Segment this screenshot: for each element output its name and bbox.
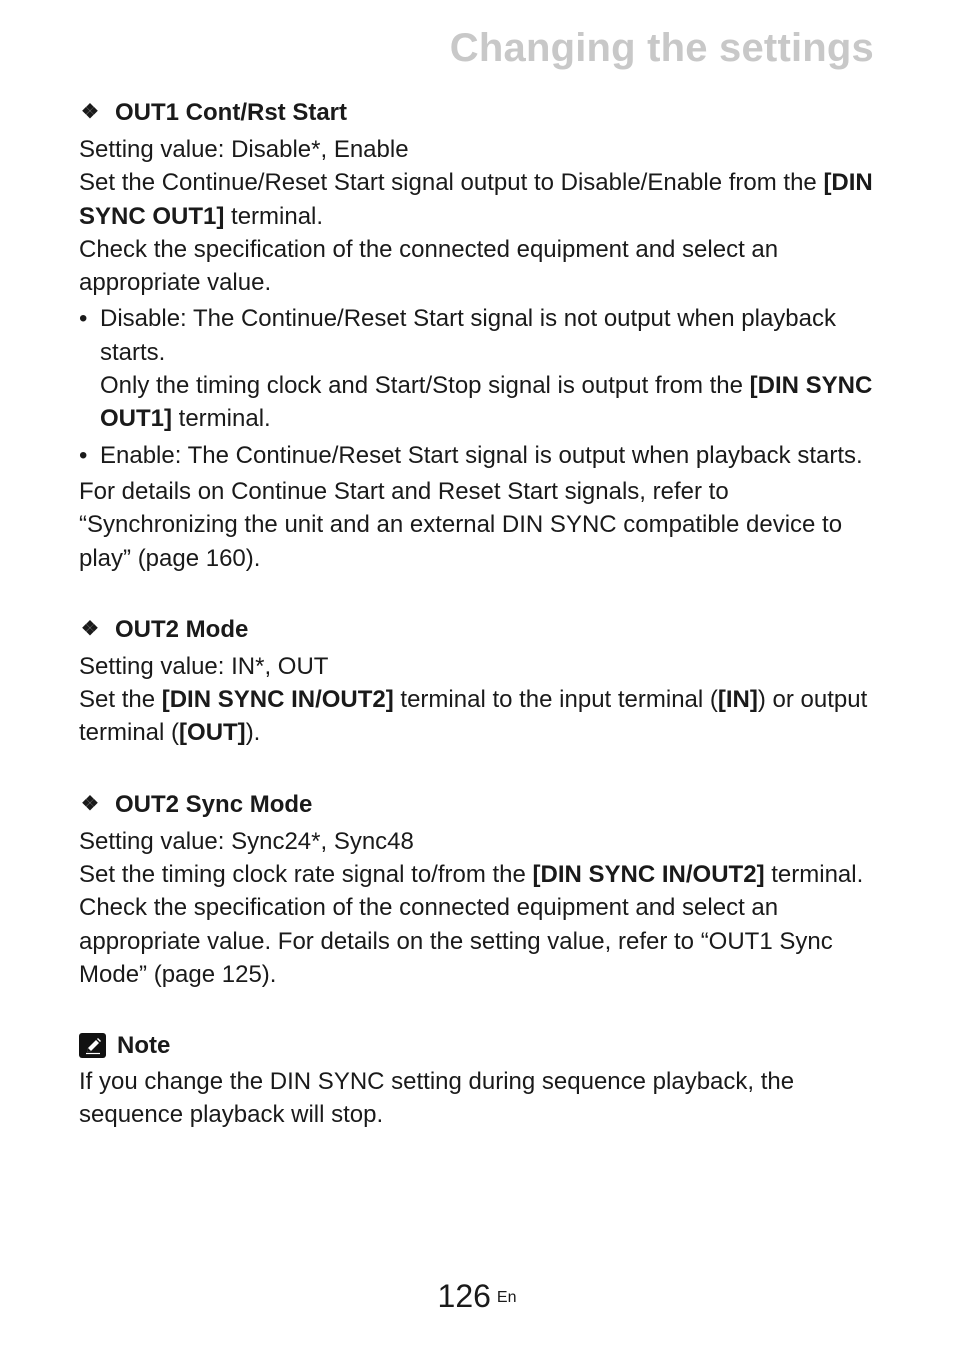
section-heading-text: OUT1 Cont/Rst Start [115,99,348,126]
setting-value: Setting value: Sync24*, Sync48 [79,827,414,855]
setting-value: Setting value: IN*, OUT [79,652,329,680]
section-out2-mode [79,613,879,750]
list-item-text-part: terminal. [172,405,271,433]
list-item [79,439,879,472]
list-item-text-part: Only the timing clock and Start/Stop signal is output from the [100,372,750,400]
description-text: ). [245,719,261,747]
list-item-text: Enable: The Continue/Reset Start signal is output when playback starts. [100,441,863,469]
section-heading [79,613,879,646]
bullet-icon: • [79,441,88,469]
list-item [79,302,879,435]
terminal-name: [DIN SYNC IN/OUT2] [161,686,394,714]
section-out2-sync-mode [79,788,879,991]
note-heading [79,1029,879,1062]
terminal-name: [OUT] [179,719,246,747]
terminal-name: [DIN SYNC OUT1] [100,372,873,433]
page-number: 126 [437,1278,491,1314]
description: Check the specification of the connected equipment and select an appropriate value. [79,235,779,297]
bullet-icon: • [79,305,88,333]
section-out1-cont-rst-start [79,96,879,575]
description-text: ) or output terminal ( [79,686,868,747]
diamond-bullet-icon: ❖ [81,792,99,815]
description-text: terminal. [224,202,324,230]
list-item-text [100,369,879,436]
description-text: Set the [79,686,162,714]
description-text: Set the timing clock rate signal to/from the [79,861,533,889]
terminal-name: [IN] [717,686,758,714]
details-reference: For details on Continue Start and Reset Start signals, refer to “Synchronizing the unit and an external DIN SYNC compatible device to play” (page 160). [79,477,843,572]
main-content [79,96,879,1131]
description [79,683,879,750]
section-heading [79,96,879,129]
description [79,858,879,991]
setting-value: Setting value: Disable*, Enable [79,136,409,163]
page-header-title: Changing the settings [449,26,874,70]
language-code: En [496,1289,517,1306]
pencil-note-icon [79,1033,106,1058]
page-footer [0,1276,954,1316]
diamond-bullet-icon: ❖ [81,101,99,123]
note-text: If you change the DIN SYNC setting during sequence playback, the sequence playback will stop. [79,1067,795,1128]
description [79,166,879,233]
description-text: terminal. Check the specification of the connected equipment and select an appropriate value. For details on the setting value, refer to “OUT1 Sync Mode” (page 125). [79,861,864,988]
terminal-name: [DIN SYNC OUT1] [79,169,873,230]
section-heading-text: OUT2 Sync Mode [115,790,313,818]
description-text: terminal to the input terminal ( [393,686,718,714]
diamond-bullet-icon: ❖ [81,617,99,640]
description-text: Set the Continue/Reset Start signal output to Disable/Enable from the [79,169,824,197]
section-heading [79,788,879,821]
note-box [79,1029,879,1131]
section-heading-text: OUT2 Mode [115,615,249,643]
terminal-name: [DIN SYNC IN/OUT2] [532,861,765,889]
note-heading-text: Note [117,1032,171,1060]
list-item-text: Disable: The Continue/Reset Start signal is not output when playback starts. [100,305,836,366]
